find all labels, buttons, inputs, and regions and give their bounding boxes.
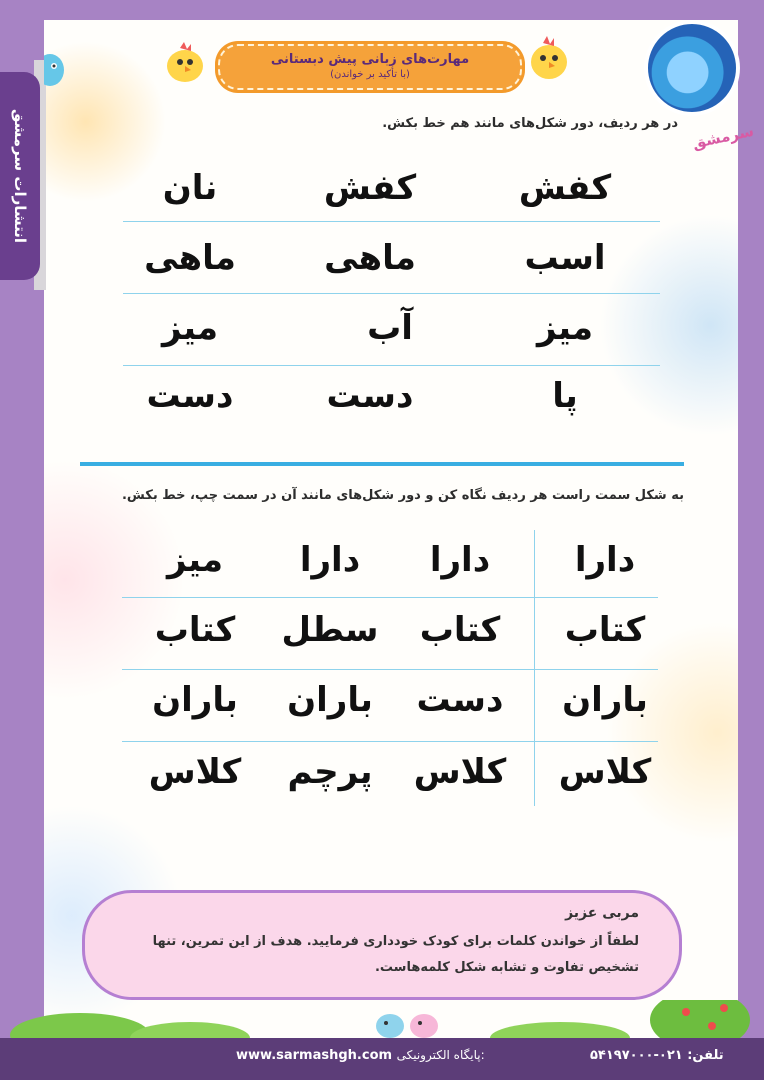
website-link[interactable]: www.sarmashgh.com: [236, 1048, 393, 1063]
phone-number: ۰۲۱-۵۴۱۹۷۰۰۰: [590, 1048, 683, 1063]
ex1-word[interactable]: آب: [367, 308, 413, 348]
ex1-word[interactable]: دست: [146, 376, 234, 416]
earth-logo-illustration: [644, 20, 740, 116]
chick-illustration-left: [160, 40, 210, 84]
ex2-word[interactable]: باران: [287, 680, 373, 720]
section-divider: [80, 462, 684, 466]
page-subtitle: (با تأکید بر خواندن): [330, 69, 410, 80]
creature-illustration: [44, 48, 66, 88]
row-divider: [122, 741, 658, 742]
ex2-word[interactable]: کلاس: [413, 752, 507, 792]
top-frame: [0, 0, 764, 20]
ex1-word[interactable]: میز: [536, 308, 594, 348]
ex2-word[interactable]: دست: [416, 680, 504, 720]
ex2-word[interactable]: دارا: [299, 540, 361, 580]
note-title: مربی عزیز: [565, 905, 639, 921]
ex2-word[interactable]: کتاب: [419, 610, 501, 650]
ex1-word[interactable]: اسب: [524, 238, 606, 278]
row-divider: [123, 293, 660, 294]
ex2-word[interactable]: سطل: [281, 610, 379, 650]
website-label: پایگاه الکترونیکی:: [396, 1048, 485, 1062]
ex2-word[interactable]: پرچم: [287, 752, 373, 792]
ex1-word[interactable]: پا: [552, 376, 578, 416]
publisher-name: انتشارات سرمشق: [11, 108, 29, 244]
reference-column-divider: [534, 530, 535, 806]
publisher-tab: [0, 72, 40, 280]
ex2-word[interactable]: کلاس: [148, 752, 242, 792]
ex2-word[interactable]: باران: [152, 680, 238, 720]
exercise2-instruction: به شکل سمت راست هر ردیف نگاه کن و دور شکل‌های مانند آن در سمت چپ، خط بکش.: [121, 488, 684, 503]
right-frame: [738, 0, 764, 1080]
footer-phone-group: [590, 1048, 724, 1063]
ex1-word[interactable]: دست: [326, 376, 414, 416]
row-divider: [123, 221, 660, 222]
ex1-word[interactable]: ماهی: [324, 238, 416, 278]
ex2-reference-word: دارا: [574, 540, 636, 580]
ex1-word[interactable]: کفش: [518, 168, 612, 208]
exercise1-instruction: در هر ردیف، دور شکل‌های مانند هم خط بکش.: [382, 116, 678, 131]
ex2-reference-word: باران: [562, 680, 648, 720]
birds-illustration: [372, 1008, 452, 1040]
row-divider: [122, 669, 658, 670]
ex1-word[interactable]: نان: [162, 168, 218, 208]
chick-illustration-right: [524, 34, 574, 82]
teacher-note-box: [82, 890, 682, 1000]
ex1-word[interactable]: کفش: [323, 168, 417, 208]
page-title: مهارت‌های زبانی پیش دبستانی: [270, 52, 470, 67]
ex2-word[interactable]: کتاب: [154, 610, 236, 650]
ex2-word[interactable]: میز: [166, 540, 224, 580]
row-divider: [123, 365, 660, 366]
title-banner: [218, 44, 522, 90]
brand-script-logo: سرمشق: [690, 121, 756, 153]
phone-label: تلفن:: [687, 1048, 724, 1063]
ex1-word[interactable]: ماهی: [144, 238, 236, 278]
footer-site-group: [236, 1048, 485, 1063]
ex1-word[interactable]: میز: [161, 308, 219, 348]
ex2-reference-word: کلاس: [558, 752, 652, 792]
ex2-word[interactable]: دارا: [429, 540, 491, 580]
row-divider: [122, 597, 658, 598]
note-text: لطفاً از خواندن کلمات برای کودک خودداری فرمایید. هدف از این تمرین، تنها تشخیص تفاوت و تشابه شکل کلمه‌هاست.: [152, 934, 639, 975]
ex2-reference-word: کتاب: [564, 610, 646, 650]
